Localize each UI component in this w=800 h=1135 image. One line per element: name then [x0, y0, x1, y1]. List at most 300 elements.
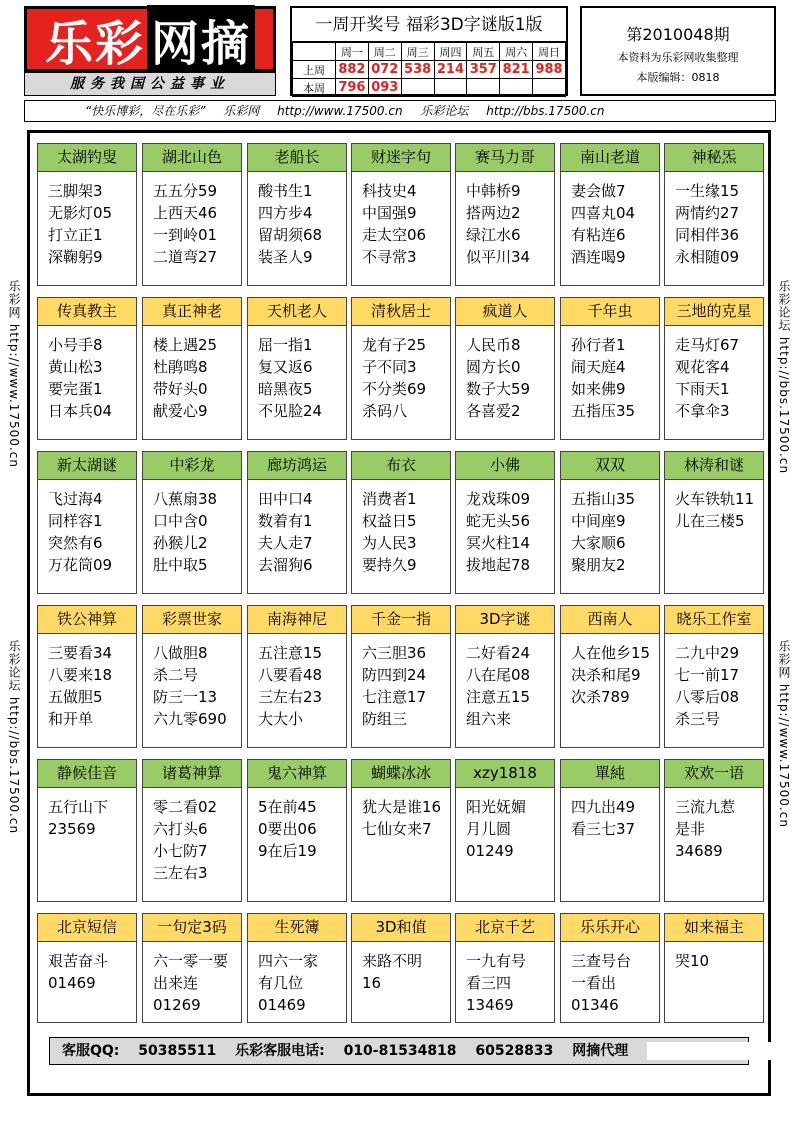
- last-week-label: 上周: [293, 61, 336, 79]
- tip-line: 小号手8: [48, 336, 103, 354]
- tip-line: 去溜狗6: [258, 556, 313, 574]
- tip-line: 人在他乡15: [571, 644, 651, 662]
- tip-line: 楼上遇25: [153, 336, 218, 354]
- tip-card-body: [352, 634, 450, 730]
- draw-number: 093: [368, 79, 401, 97]
- tip-line: 酒连喝9: [571, 248, 626, 266]
- tip-line: 9在后19: [258, 842, 317, 860]
- tip-line: 复又返6: [258, 358, 313, 376]
- tip-line: 权益日5: [362, 512, 417, 530]
- tip-line: 七一前17: [675, 666, 740, 684]
- tip-card-body: [248, 172, 346, 268]
- tip-line: 中间座9: [571, 512, 626, 530]
- tip-card-body: [352, 326, 450, 422]
- tip-line: [571, 708, 659, 730]
- tip-card: [664, 143, 764, 286]
- tip-line: 走太空06: [362, 226, 427, 244]
- tip-card-title: 西南人: [561, 606, 659, 634]
- tip-line: 二九中29: [675, 644, 740, 662]
- forum-name: 乐彩论坛: [420, 104, 469, 118]
- tip-line: 装圣人9: [258, 248, 313, 266]
- tip-card: [37, 605, 137, 748]
- day-label: 周四: [434, 43, 467, 61]
- tip-line: 五指压35: [571, 402, 636, 420]
- draw-corner: [293, 43, 336, 61]
- tip-line: 同相伴36: [675, 226, 740, 244]
- tip-line: 为人民3: [362, 534, 417, 552]
- phone-number: 010-81534818: [343, 1043, 457, 1059]
- tip-line: [258, 1016, 346, 1038]
- tip-line: 要持久9: [362, 556, 417, 574]
- draw-number: 538: [401, 61, 434, 79]
- tip-card-body: [561, 326, 659, 422]
- tip-line: 八要来18: [48, 666, 113, 684]
- tip-line: 人民币8: [466, 336, 521, 354]
- tip-card-title: 南山老道: [561, 144, 659, 172]
- tip-line: 13469: [466, 996, 514, 1014]
- last-week-row: [293, 61, 566, 79]
- tip-card-title: 生死簿: [248, 914, 346, 942]
- tip-card-title: 双双: [561, 452, 659, 480]
- tip-line: 飞过海4: [48, 490, 103, 508]
- tip-line: 五注意15: [258, 644, 323, 662]
- tip-card: [455, 913, 555, 1023]
- tip-card: [560, 297, 660, 440]
- tip-card-body: [248, 634, 346, 730]
- tip-card: [247, 143, 347, 286]
- tip-line: 子不同3: [362, 358, 417, 376]
- tip-card-title: 千金一指: [352, 606, 450, 634]
- tip-card-title: 晓乐工作室: [665, 606, 763, 634]
- tip-line: [362, 1016, 450, 1038]
- tip-card: [560, 143, 660, 286]
- tip-line: [48, 840, 136, 862]
- tip-line: [466, 1016, 554, 1038]
- tip-card-body: [665, 788, 763, 884]
- tip-card: [37, 143, 137, 286]
- tip-card: [247, 297, 347, 440]
- tip-line: 肚中取5: [153, 556, 208, 574]
- tip-line: 二道弯27: [153, 248, 218, 266]
- tip-card: [351, 605, 451, 748]
- draw-number: [401, 79, 434, 97]
- site-url[interactable]: http://www.17500.cn: [277, 104, 403, 118]
- tip-card: [455, 759, 555, 902]
- tip-card-title: 南海神尼: [248, 606, 346, 634]
- tip-line: 一九有号: [466, 952, 527, 970]
- tip-card: [142, 759, 242, 902]
- phone-number-2: 60528833: [475, 1043, 554, 1059]
- tip-card-body: [248, 788, 346, 884]
- tip-card-title: 欢欢一语: [665, 760, 763, 788]
- tip-card-body: [143, 480, 241, 576]
- tip-line: 二好看24: [466, 644, 531, 662]
- tip-line: 出来连: [153, 974, 199, 992]
- draw-number: 072: [368, 61, 401, 79]
- tip-card-body: [456, 172, 554, 268]
- tip-line: 日本兵04: [48, 402, 113, 420]
- tip-line: 三要看34: [48, 644, 113, 662]
- tip-line: 田中口4: [258, 490, 313, 508]
- tip-card-title: 北京千艺: [456, 914, 554, 942]
- tip-card-body: [352, 788, 450, 884]
- tip-card: [664, 451, 764, 594]
- tip-line: [362, 994, 450, 1016]
- tip-line: 两情约27: [675, 204, 740, 222]
- draw-number: 214: [434, 61, 467, 79]
- tip-line: 三左右3: [153, 864, 208, 882]
- tip-line: 月儿圆: [466, 820, 512, 838]
- tip-line: 四方步4: [258, 204, 313, 222]
- tip-card-title: 清秋居士: [352, 298, 450, 326]
- source-note: 本资料为乐彩网收集整理: [617, 51, 739, 64]
- tip-card-title: 蝴蝶冰冰: [352, 760, 450, 788]
- tip-line: [48, 862, 136, 884]
- tip-line: 儿在三楼5: [675, 512, 745, 530]
- quote: “快乐博彩，尽在乐彩”: [85, 104, 206, 118]
- tip-line: 三左右23: [258, 688, 323, 706]
- draw-number: [533, 79, 566, 97]
- tip-card-title: 千年虫: [561, 298, 659, 326]
- tip-line: [675, 554, 763, 576]
- tip-line: 小七防7: [153, 842, 208, 860]
- site-name: 乐彩网: [223, 104, 260, 118]
- tip-card: [142, 605, 242, 748]
- tip-card-body: [352, 172, 450, 268]
- tip-card-body: [38, 326, 136, 422]
- forum-url[interactable]: http://bbs.17500.cn: [486, 104, 605, 118]
- tip-card: [247, 913, 347, 1023]
- tip-card-body: [248, 942, 346, 1038]
- tip-line: 看三七37: [571, 820, 636, 838]
- tip-line: 一看出: [571, 974, 617, 992]
- tip-line: 要完蛋1: [48, 380, 103, 398]
- tip-line: [675, 972, 763, 994]
- weekly-draw-box: [290, 6, 568, 96]
- tip-line: 搭两边2: [466, 204, 521, 222]
- tip-card-title: 真正神老: [143, 298, 241, 326]
- tip-line: 不分类69: [362, 380, 427, 398]
- tip-line: 一生缘15: [675, 182, 740, 200]
- tip-line: 犹大是谁16: [362, 798, 442, 816]
- tip-card-body: [456, 326, 554, 422]
- tip-card-body: [38, 634, 136, 730]
- tip-card: [37, 759, 137, 902]
- tip-line: 走马灯67: [675, 336, 740, 354]
- tip-line: [362, 862, 450, 884]
- tip-line: 四喜丸04: [571, 204, 636, 222]
- tip-card-body: [665, 326, 763, 422]
- draw-days-row: [293, 43, 566, 61]
- tip-line: [571, 862, 659, 884]
- tip-line: 六九零690: [153, 710, 227, 728]
- tip-card: [455, 605, 555, 748]
- tip-card-body: [352, 480, 450, 576]
- tip-card: [664, 297, 764, 440]
- tip-card: [455, 451, 555, 594]
- tip-card-body: [143, 942, 241, 1038]
- tip-line: 消费者1: [362, 490, 417, 508]
- draw-number: [434, 79, 467, 97]
- tip-line: [466, 862, 554, 884]
- tip-line: 万花筒09: [48, 556, 113, 574]
- tip-line: 数子大59: [466, 380, 531, 398]
- tip-card: [351, 297, 451, 440]
- tip-card-title: 鬼六神算: [248, 760, 346, 788]
- tip-card-title: 诸葛神算: [143, 760, 241, 788]
- tip-card: [142, 143, 242, 286]
- tip-card-body: [456, 634, 554, 730]
- tip-line: 冥火柱14: [466, 534, 531, 552]
- draw-number: 796: [336, 79, 369, 97]
- tip-card: [37, 451, 137, 594]
- tip-card: [247, 605, 347, 748]
- tip-card-title: 传真教主: [38, 298, 136, 326]
- tip-line: 同样容1: [48, 512, 103, 530]
- tip-card-title: 三地的克星: [665, 298, 763, 326]
- editor: 本版编辑：0818: [636, 71, 720, 84]
- tip-line: 孙行者1: [571, 336, 626, 354]
- logo-text-b: 网摘: [147, 5, 255, 74]
- tip-line: 来路不明: [362, 952, 423, 970]
- tip-line: [258, 862, 346, 884]
- tip-card: [351, 451, 451, 594]
- tip-card-title: 疯道人: [456, 298, 554, 326]
- tip-line: 大家顺6: [571, 534, 626, 552]
- tip-card-title: 一句定3码: [143, 914, 241, 942]
- logo-text-a: 乐彩: [44, 15, 145, 72]
- tip-line: 三查号台: [571, 952, 632, 970]
- tip-line: 火车铁轨11: [675, 490, 755, 508]
- tip-line: 不见脸24: [258, 402, 323, 420]
- tip-card-body: [143, 172, 241, 268]
- side-right-bottom: 乐彩网 http://www.17500.cn: [777, 640, 791, 828]
- tip-line: 决杀和尾9: [571, 666, 641, 684]
- tip-line: 杀三号: [675, 710, 721, 728]
- tip-card-body: [561, 942, 659, 1038]
- tip-line: 杜鹃鸣8: [153, 358, 208, 376]
- draw-title: 一周开奖号 福彩3D字谜版1版: [292, 8, 566, 42]
- tip-card: [664, 605, 764, 748]
- tip-line: 防三一13: [153, 688, 218, 706]
- draw-table: [292, 42, 566, 97]
- tip-card-title: 林涛和谜: [665, 452, 763, 480]
- agent-label: 网摘代理: [572, 1043, 629, 1059]
- tip-line: 有粘连6: [571, 226, 626, 244]
- tip-line: 杀二号: [153, 666, 199, 684]
- tip-line: 01269: [153, 996, 201, 1014]
- tip-line: 蛇无头56: [466, 512, 531, 530]
- tip-card-body: [665, 634, 763, 730]
- url-bar: [24, 100, 776, 122]
- tip-card-title: 静候佳音: [38, 760, 136, 788]
- this-week-label: 本周: [293, 79, 336, 97]
- tip-line: 留胡须68: [258, 226, 323, 244]
- tip-line: 0要出06: [258, 820, 317, 838]
- tip-line: 下雨天1: [675, 380, 730, 398]
- tip-card: [664, 913, 764, 1023]
- tip-card-title: 廊坊鸿运: [248, 452, 346, 480]
- tip-line: 带好头0: [153, 380, 208, 398]
- tip-card: [455, 297, 555, 440]
- tip-line: 六打头6: [153, 820, 208, 838]
- tip-line: 四六一家: [258, 952, 319, 970]
- this-week-row: [293, 79, 566, 97]
- tip-card-body: [248, 480, 346, 576]
- tip-line: 屈一指1: [258, 336, 313, 354]
- tip-line: 如来佛9: [571, 380, 626, 398]
- tip-line: 大大小: [258, 710, 304, 728]
- tip-line: 妻会做7: [571, 182, 626, 200]
- tip-card: [247, 759, 347, 902]
- tip-line: 似平川34: [466, 248, 531, 266]
- phone-label: 乐彩客服电话:: [235, 1043, 325, 1059]
- draw-number: 821: [500, 61, 533, 79]
- tip-card-body: [352, 942, 450, 1038]
- tip-line: [48, 1016, 136, 1038]
- draw-number: [467, 79, 500, 97]
- tip-line: 三流九惹: [675, 798, 736, 816]
- tip-line: [571, 840, 659, 862]
- tip-card-body: [561, 480, 659, 576]
- tip-card-title: 乐乐开心: [561, 914, 659, 942]
- tip-line: [153, 1016, 241, 1038]
- tip-line: 打立正1: [48, 226, 103, 244]
- tip-line: [675, 994, 763, 1016]
- day-label: 周六: [500, 43, 533, 61]
- tip-line: 01469: [258, 996, 306, 1014]
- day-label: 周三: [401, 43, 434, 61]
- tip-card-title: 赛马力哥: [456, 144, 554, 172]
- slogan: 服务我国公益事业: [24, 72, 276, 96]
- tip-card-body: [38, 172, 136, 268]
- tip-card-title: xzy1818: [456, 760, 554, 788]
- tip-card: [560, 913, 660, 1023]
- tip-card: [37, 913, 137, 1023]
- tip-line: 闹天庭4: [571, 358, 626, 376]
- tip-line: 聚朋友2: [571, 556, 626, 574]
- tip-line: 绿江水6: [466, 226, 521, 244]
- draw-number: [500, 79, 533, 97]
- side-left-bottom: 乐彩论坛 http://bbs.17500.cn: [7, 640, 21, 835]
- tip-line: 上西天46: [153, 204, 218, 222]
- draw-number: 988: [533, 61, 566, 79]
- day-label: 周日: [533, 43, 566, 61]
- tip-line: 科技史4: [362, 182, 417, 200]
- tip-line: 八要看48: [258, 666, 323, 684]
- day-label: 周一: [336, 43, 369, 61]
- tip-card-body: [456, 788, 554, 884]
- tip-card: [560, 451, 660, 594]
- tip-line: 三脚架3: [48, 182, 103, 200]
- tip-card-body: [143, 788, 241, 884]
- tip-card-body: [143, 634, 241, 730]
- tip-line: 防四到24: [362, 666, 427, 684]
- qq-number: 50385511: [138, 1043, 217, 1059]
- tip-card: [455, 143, 555, 286]
- agent-blank: [647, 1042, 777, 1060]
- tip-line: 夫人走7: [258, 534, 313, 552]
- tip-line: 龙戏珠09: [466, 490, 531, 508]
- tip-line: 献爱心9: [153, 402, 208, 420]
- tip-line: 16: [362, 974, 382, 992]
- tip-line: 五做胆5: [48, 688, 103, 706]
- tip-card-title: 财迷字句: [352, 144, 450, 172]
- issue-number: 第2010048期: [626, 25, 730, 44]
- tip-line: 六三胆36: [362, 644, 427, 662]
- tip-line: 六一零一要: [153, 952, 229, 970]
- tip-line: 七仙女来7: [362, 820, 432, 838]
- tip-card-body: [456, 480, 554, 576]
- tip-line: 看三四: [466, 974, 512, 992]
- tip-card: [142, 451, 242, 594]
- tip-line: [48, 994, 136, 1016]
- tip-line: 防组三: [362, 710, 408, 728]
- tip-line: 四九出49: [571, 798, 636, 816]
- tip-card-title: 3D和值: [352, 914, 450, 942]
- tip-card-title: 湖北山色: [143, 144, 241, 172]
- tip-card: [351, 759, 451, 902]
- tip-card-body: [38, 942, 136, 1038]
- tip-line: 龙有子25: [362, 336, 427, 354]
- tip-card-title: 彩票世家: [143, 606, 241, 634]
- tip-line: [571, 1016, 659, 1038]
- tip-line: 黄山松3: [48, 358, 103, 376]
- tip-line: 八蕉扇38: [153, 490, 218, 508]
- tip-card-body: [561, 172, 659, 268]
- tip-line: [675, 532, 763, 554]
- main-grid: [27, 130, 771, 1096]
- tip-card: [142, 297, 242, 440]
- footer-bar: [49, 1037, 749, 1065]
- tip-card-title: 布衣: [352, 452, 450, 480]
- tip-line: 五行山下: [48, 798, 109, 816]
- tip-card: [142, 913, 242, 1023]
- tip-line: 哭10: [675, 952, 710, 970]
- tip-line: 深鞠躬9: [48, 248, 103, 266]
- tip-card-body: [456, 942, 554, 1038]
- tip-card-title: 單純: [561, 760, 659, 788]
- tip-line: 01346: [571, 996, 619, 1014]
- tip-line: 数着有1: [258, 512, 313, 530]
- logo: [24, 6, 276, 72]
- tip-line: 中国强9: [362, 204, 417, 222]
- tip-line: 零二看02: [153, 798, 218, 816]
- qq-label: 客服QQ:: [62, 1043, 120, 1059]
- tip-line: 23569: [48, 820, 96, 838]
- tip-line: 阳光妩媚: [466, 798, 527, 816]
- tip-card-title: 神秘炁: [665, 144, 763, 172]
- tip-line: 八在尾08: [466, 666, 531, 684]
- tip-line: 有几位: [258, 974, 304, 992]
- tip-line: 八零后08: [675, 688, 740, 706]
- tip-line: 七注意17: [362, 688, 427, 706]
- tip-card-title: 铁公神算: [38, 606, 136, 634]
- tip-line: [362, 840, 450, 862]
- tip-card: [351, 913, 451, 1023]
- tip-line: 五指山35: [571, 490, 636, 508]
- day-label: 周五: [467, 43, 500, 61]
- tip-line: 拔地起78: [466, 556, 531, 574]
- tip-line: 圆方长0: [466, 358, 521, 376]
- tip-line: 八做胆8: [153, 644, 208, 662]
- tip-line: 中韩桥9: [466, 182, 521, 200]
- tip-line: 观花客4: [675, 358, 730, 376]
- tip-card-body: [38, 480, 136, 576]
- tip-card-title: 北京短信: [38, 914, 136, 942]
- tip-card: [560, 605, 660, 748]
- tip-line: 是非: [675, 820, 706, 838]
